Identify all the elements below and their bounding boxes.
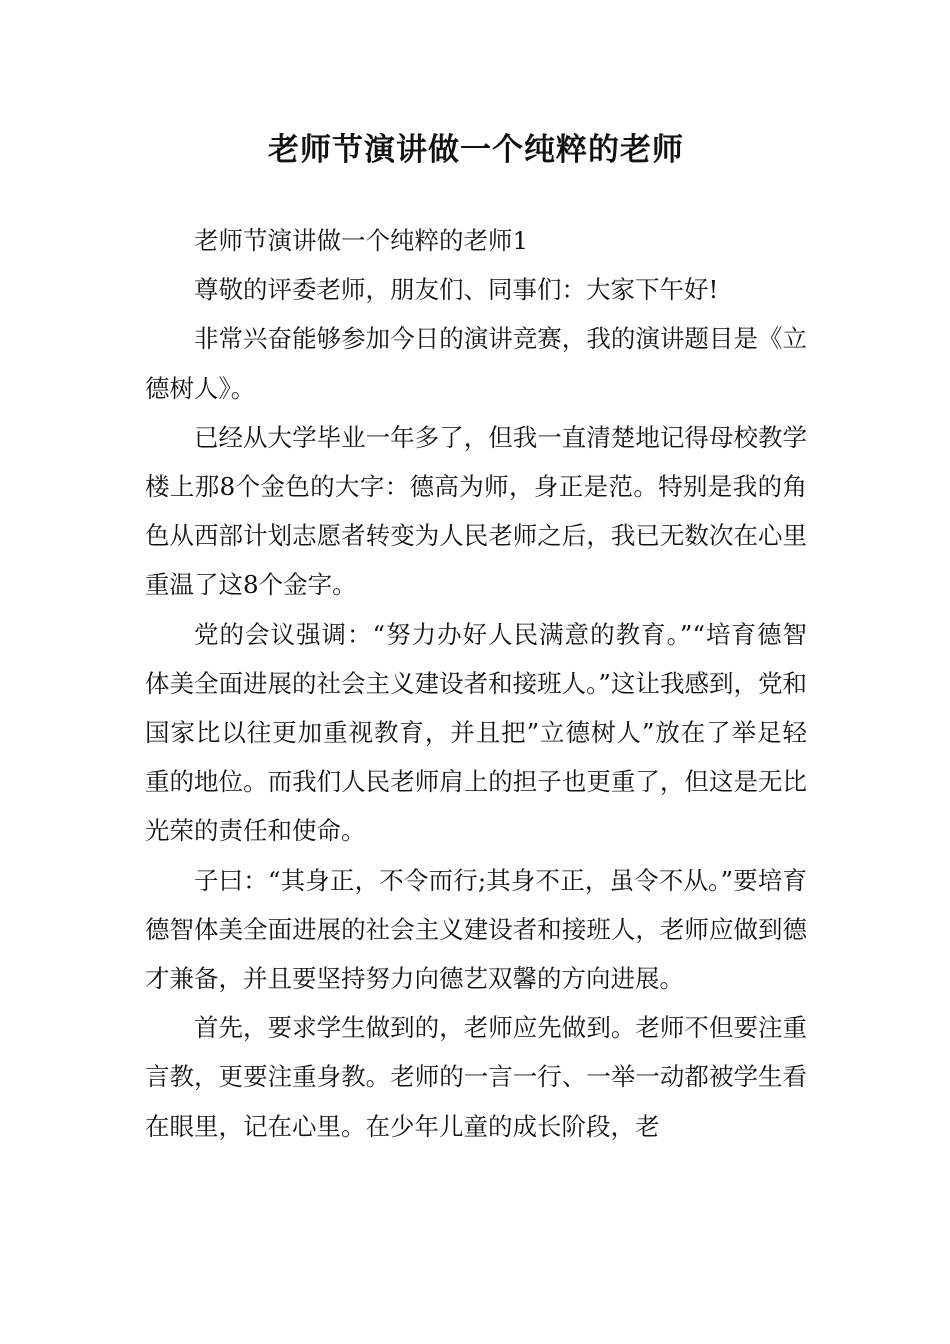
paragraph: 首先，要求学生做到的，老师应先做到。老师不但要注重言教，更要注重身教。老师的一言一行、一举一动都被学生看在眼里，记在心里。在少年儿童的成长阶段，老	[145, 1013, 807, 1141]
paragraph-subtitle: 老师节演讲做一个纯粹的老师1	[194, 226, 529, 255]
document-body	[145, 216, 807, 1151]
paragraph-greeting: 尊敬的评委老师，朋友们、同事们：大家下午好!	[194, 275, 719, 305]
paragraph: 子曰：“其身正，不令而行;其身不正，虽令不从。”要培育德智体美全面进展的社会主义建设者和接班人，老师应做到德才兼备，并且要坚持努力向德艺双馨的方向进展。	[145, 865, 807, 994]
document-title: 老师节演讲做一个纯粹的老师	[268, 132, 684, 168]
paragraph: 非常兴奋能够参加今日的演讲竞赛，我的演讲题目是《立德树人》。	[145, 324, 807, 403]
paragraph: 党的会议强调：“努力办好人民满意的教育。”“培育德智体美全面进展的社会主义建设者和接班人。”这让我感到，党和国家比以往更加重视教育，并且把”立德树人”放在了举足轻重的地位。而我们人民老师肩上的担子也更重了，但这是无比光荣的责任和使命。	[145, 619, 807, 846]
paragraph: 已经从大学毕业一年多了，但我一直清楚地记得母校教学楼上那8个金色的大字：德高为师，身正是范。特别是我的角色从西部计划志愿者转变为人民老师之后，我已无数次在心里重温了这8个金字。	[145, 422, 807, 600]
